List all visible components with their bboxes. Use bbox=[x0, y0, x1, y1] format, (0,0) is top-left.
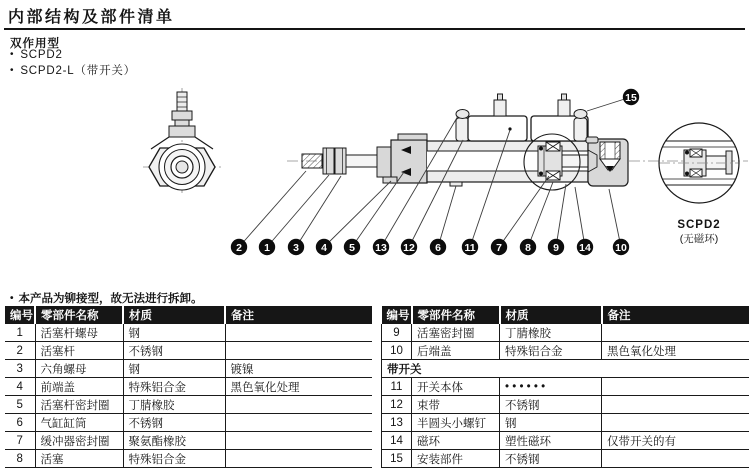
part-remark bbox=[602, 414, 749, 432]
table-row bbox=[5, 450, 372, 468]
switch-band-post bbox=[456, 118, 469, 141]
part-remark bbox=[225, 414, 372, 432]
part-material: 丁腈橡胶 bbox=[500, 324, 602, 342]
callout-bubble bbox=[430, 239, 446, 255]
table-row bbox=[382, 342, 749, 360]
part-name: 前端盖 bbox=[35, 378, 123, 396]
table-row bbox=[5, 396, 372, 414]
model-item bbox=[10, 62, 136, 78]
callout-bubble bbox=[316, 239, 332, 255]
callout-label: 9 bbox=[553, 241, 559, 254]
part-material: 不锈钢 bbox=[123, 414, 225, 432]
part-material: 不锈钢 bbox=[123, 342, 225, 360]
part-no: 15 bbox=[382, 450, 412, 468]
header-cell-no: 编号 bbox=[382, 306, 412, 324]
part-name: 活塞杆密封圈 bbox=[35, 396, 123, 414]
table-header-row bbox=[5, 306, 372, 324]
model-name: SCPD2-L（带开关） bbox=[20, 65, 136, 77]
hex-nut bbox=[335, 148, 346, 174]
rod-nut bbox=[172, 111, 192, 120]
callout-bubble bbox=[623, 89, 639, 105]
table-row bbox=[5, 378, 372, 396]
part-no: 9 bbox=[382, 324, 412, 342]
part-remark bbox=[225, 396, 372, 414]
part-remark: 黑色氧化处理 bbox=[602, 342, 749, 360]
table-header-row bbox=[382, 306, 749, 324]
parts-tables bbox=[5, 306, 749, 468]
part-name: 束带 bbox=[412, 396, 500, 414]
part-material: • • • • • • bbox=[500, 378, 602, 396]
callout-bubble bbox=[288, 239, 304, 255]
callout-bubble bbox=[491, 239, 507, 255]
part-name: 半圆头小螺钉 bbox=[412, 414, 500, 432]
callout-bubble bbox=[548, 239, 564, 255]
header-cell-material: 材质 bbox=[123, 306, 225, 324]
part-material: 钢 bbox=[500, 414, 602, 432]
note-text: 本产品为铆接型，故无法进行拆卸。 bbox=[18, 293, 203, 305]
part-remark bbox=[602, 324, 749, 342]
switch-plunger bbox=[558, 100, 570, 116]
rod-nut bbox=[175, 120, 189, 126]
header-cell-remark: 备注 bbox=[602, 306, 749, 324]
callout-label: 3 bbox=[293, 241, 299, 254]
part-no: 1 bbox=[5, 324, 35, 342]
magnet-ring bbox=[539, 147, 543, 151]
callout-label: 2 bbox=[236, 241, 242, 254]
callout-label: 6 bbox=[435, 241, 441, 254]
callout-bubble bbox=[577, 239, 593, 255]
detail-label: SCPD2 bbox=[677, 219, 721, 231]
callout-label: 7 bbox=[496, 241, 502, 254]
header-cell-material: 材质 bbox=[500, 306, 602, 324]
title-underline bbox=[4, 28, 745, 30]
table-row bbox=[382, 378, 749, 396]
detail-view-no-magnet bbox=[659, 123, 739, 245]
part-no: 2 bbox=[5, 342, 35, 360]
part-remark bbox=[225, 450, 372, 468]
table-row bbox=[5, 324, 372, 342]
callout-bubble bbox=[613, 239, 629, 255]
table-row bbox=[382, 396, 749, 414]
callout-label: 4 bbox=[321, 241, 327, 254]
part-remark: 仅带开关的有 bbox=[602, 432, 749, 450]
front-view bbox=[143, 88, 221, 193]
section-label: 带开关 bbox=[382, 360, 749, 378]
part-remark: 镀镍 bbox=[225, 360, 372, 378]
rivet-note bbox=[10, 290, 203, 306]
part-material: 不锈钢 bbox=[500, 396, 602, 414]
part-no: 6 bbox=[5, 414, 35, 432]
callout-bubble bbox=[520, 239, 536, 255]
part-name: 缓冲器密封圈 bbox=[35, 432, 123, 450]
round-head-screw bbox=[456, 110, 469, 119]
callout-bubble bbox=[344, 239, 360, 255]
table-row bbox=[5, 360, 372, 378]
part-name: 六角螺母 bbox=[35, 360, 123, 378]
part-name: 开关本体 bbox=[412, 378, 500, 396]
part-remark bbox=[602, 396, 749, 414]
bullet-marker: • bbox=[10, 65, 15, 76]
header-cell-remark: 备注 bbox=[225, 306, 372, 324]
part-material: 塑性磁环 bbox=[500, 432, 602, 450]
callout-label: 14 bbox=[579, 241, 591, 254]
part-no: 12 bbox=[382, 396, 412, 414]
internal-structure-diagram bbox=[0, 84, 750, 290]
callout-label: 11 bbox=[464, 241, 476, 254]
part-material: 钢 bbox=[123, 360, 225, 378]
switch-plunger bbox=[494, 100, 506, 116]
table-section-row bbox=[382, 360, 749, 378]
part-name: 气缸缸筒 bbox=[35, 414, 123, 432]
page-title: 内部结构及部件清单 bbox=[8, 9, 175, 26]
part-material: 特殊铝合金 bbox=[123, 378, 225, 396]
table-row bbox=[382, 450, 749, 468]
callout-bubble bbox=[462, 239, 478, 255]
table-row bbox=[382, 324, 749, 342]
table-row bbox=[382, 414, 749, 432]
part-remark: 黑色氧化处理 bbox=[225, 378, 372, 396]
part-name: 后端盖 bbox=[412, 342, 500, 360]
part-no: 5 bbox=[5, 396, 35, 414]
part-remark bbox=[602, 450, 749, 468]
part-material: 特殊铝合金 bbox=[123, 450, 225, 468]
part-name: 活塞密封圈 bbox=[412, 324, 500, 342]
part-material: 特殊铝合金 bbox=[500, 342, 602, 360]
switch-band-post bbox=[574, 118, 587, 141]
part-no: 7 bbox=[5, 432, 35, 450]
callout-label: 13 bbox=[375, 241, 387, 254]
part-material: 丁腈橡胶 bbox=[123, 396, 225, 414]
header-cell-part: 零部件名称 bbox=[412, 306, 500, 324]
callout-label: 1 bbox=[264, 241, 270, 254]
table-row bbox=[5, 432, 372, 450]
table-row bbox=[5, 342, 372, 360]
callout-bubble bbox=[401, 239, 417, 255]
detail-sublabel: (无磁环) bbox=[679, 233, 719, 245]
part-name: 安装部件 bbox=[412, 450, 500, 468]
part-no: 3 bbox=[5, 360, 35, 378]
section-view bbox=[287, 91, 748, 190]
part-remark bbox=[225, 432, 372, 450]
callout-bubble bbox=[373, 239, 389, 255]
rod-nut bbox=[323, 148, 334, 174]
callout-bubble bbox=[231, 239, 247, 255]
parts-table-left bbox=[5, 306, 372, 468]
part-no: 4 bbox=[5, 378, 35, 396]
magnet-ring bbox=[539, 172, 543, 176]
part-material: 钢 bbox=[123, 324, 225, 342]
part-remark bbox=[225, 324, 372, 342]
part-name: 活塞杆 bbox=[35, 342, 123, 360]
part-material: 不锈钢 bbox=[500, 450, 602, 468]
front-cover bbox=[377, 147, 391, 177]
type-label: 双作用型 bbox=[10, 38, 60, 50]
callout-label: 12 bbox=[403, 241, 415, 254]
callout-label: 8 bbox=[525, 241, 531, 254]
callout-bubble bbox=[259, 239, 275, 255]
bullet-marker: • bbox=[10, 293, 14, 304]
part-no: 8 bbox=[5, 450, 35, 468]
callout-label: 10 bbox=[615, 241, 627, 254]
header-cell-no: 编号 bbox=[5, 306, 35, 324]
table-row bbox=[5, 414, 372, 432]
part-name: 活塞 bbox=[35, 450, 123, 468]
part-material: 聚氨酯橡胶 bbox=[123, 432, 225, 450]
part-no: 13 bbox=[382, 414, 412, 432]
hex-nut bbox=[169, 126, 195, 137]
part-remark bbox=[225, 342, 372, 360]
piston-rod-thread bbox=[302, 154, 322, 168]
parts-table-right bbox=[381, 306, 749, 468]
part-name: 活塞杆螺母 bbox=[35, 324, 123, 342]
callout-label: 5 bbox=[349, 241, 355, 254]
header-cell-part: 零部件名称 bbox=[35, 306, 123, 324]
callout-label: 15 bbox=[625, 91, 637, 104]
bullet-marker: • bbox=[10, 49, 15, 60]
part-remark bbox=[602, 378, 749, 396]
switch-body bbox=[468, 116, 527, 141]
table-row bbox=[382, 432, 749, 450]
part-name: 磁环 bbox=[412, 432, 500, 450]
model-item bbox=[10, 49, 63, 61]
round-head-screw bbox=[574, 110, 587, 119]
model-name: SCPD2 bbox=[20, 49, 63, 61]
part-no: 11 bbox=[382, 378, 412, 396]
part-no: 14 bbox=[382, 432, 412, 450]
part-no: 10 bbox=[382, 342, 412, 360]
